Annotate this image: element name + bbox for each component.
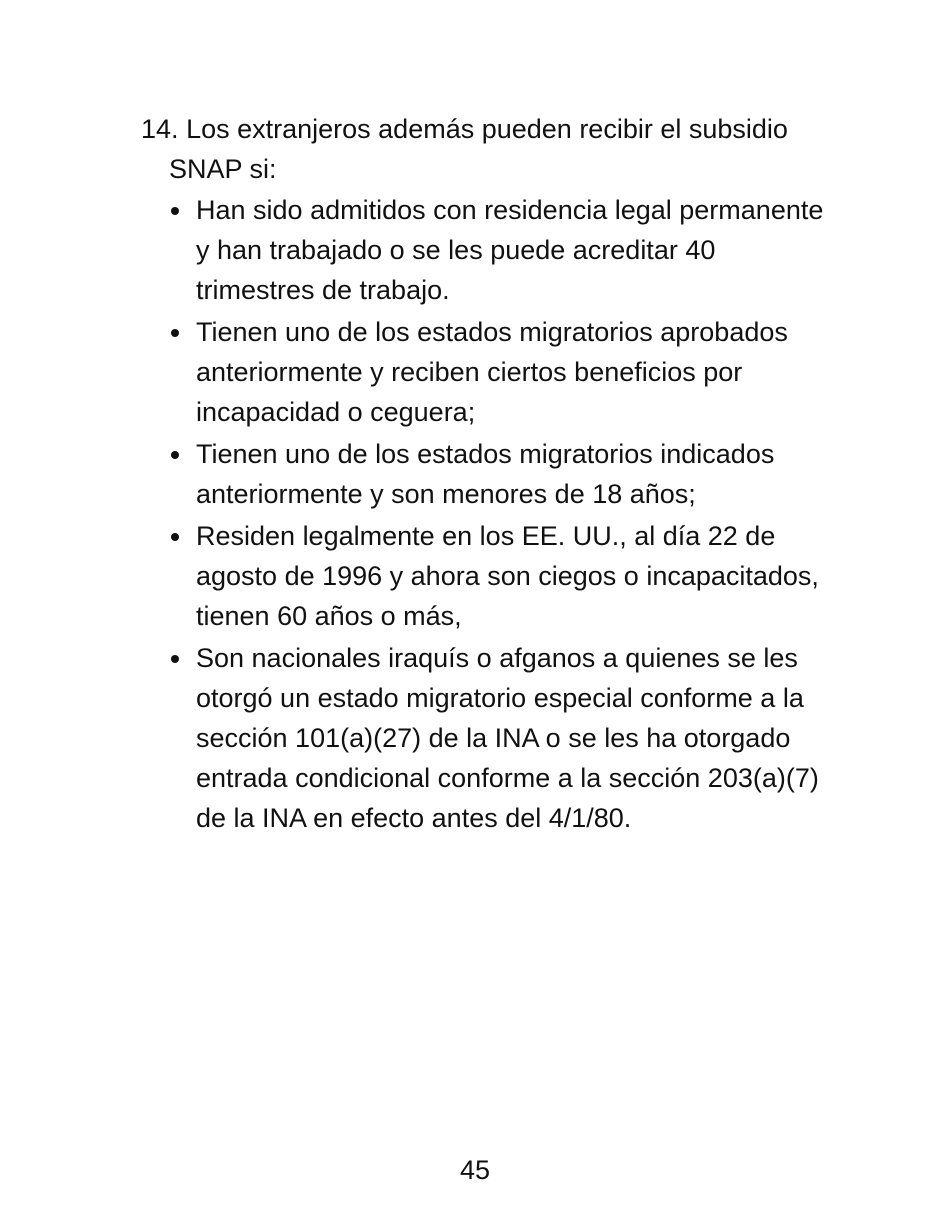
item-intro: Los extranjeros además pueden recibir el subsidio SNAP si: [169, 114, 788, 184]
bullet-text: Tienen uno de los estados migratorios aprobados anteriormente y reciben ciertos beneficios por incapacidad o ceguera; [196, 317, 788, 427]
bullet-icon [171, 533, 179, 541]
bullet-item [141, 190, 841, 310]
bullet-icon [171, 655, 179, 663]
bullet-item [141, 312, 841, 432]
bullet-item [141, 434, 841, 514]
bullet-text: Residen legalmente en los EE. UU., al día 22 de agosto de 1996 y ahora son ciegos o incapacitados, tienen 60 años o más, [196, 521, 819, 631]
bullet-list [141, 190, 841, 838]
bullet-item [141, 516, 841, 636]
bullet-text: Son nacionales iraquís o afganos a quienes se les otorgó un estado migratorio especial conforme a la sección 101(a)(27) de la INA o se les ha otorgado entrada condicional conforme a la sección 203(a)(7) de la INA en efecto antes del 4/1/80. [196, 643, 819, 833]
bullet-text: Han sido admitidos con residencia legal permanente y han trabajado o se les puede acreditar 40 trimestres de trabajo. [196, 195, 824, 305]
bullet-icon [171, 207, 179, 215]
bullet-icon [171, 451, 179, 459]
bullet-icon [171, 329, 179, 337]
numbered-item-14 [141, 109, 841, 840]
page-number: 45 [459, 1155, 491, 1185]
bullet-item [141, 638, 841, 838]
item-number: 14. [141, 114, 179, 144]
item-heading [141, 109, 841, 189]
bullet-text: Tienen uno de los estados migratorios indicados anteriormente y son menores de 18 años; [196, 439, 775, 509]
